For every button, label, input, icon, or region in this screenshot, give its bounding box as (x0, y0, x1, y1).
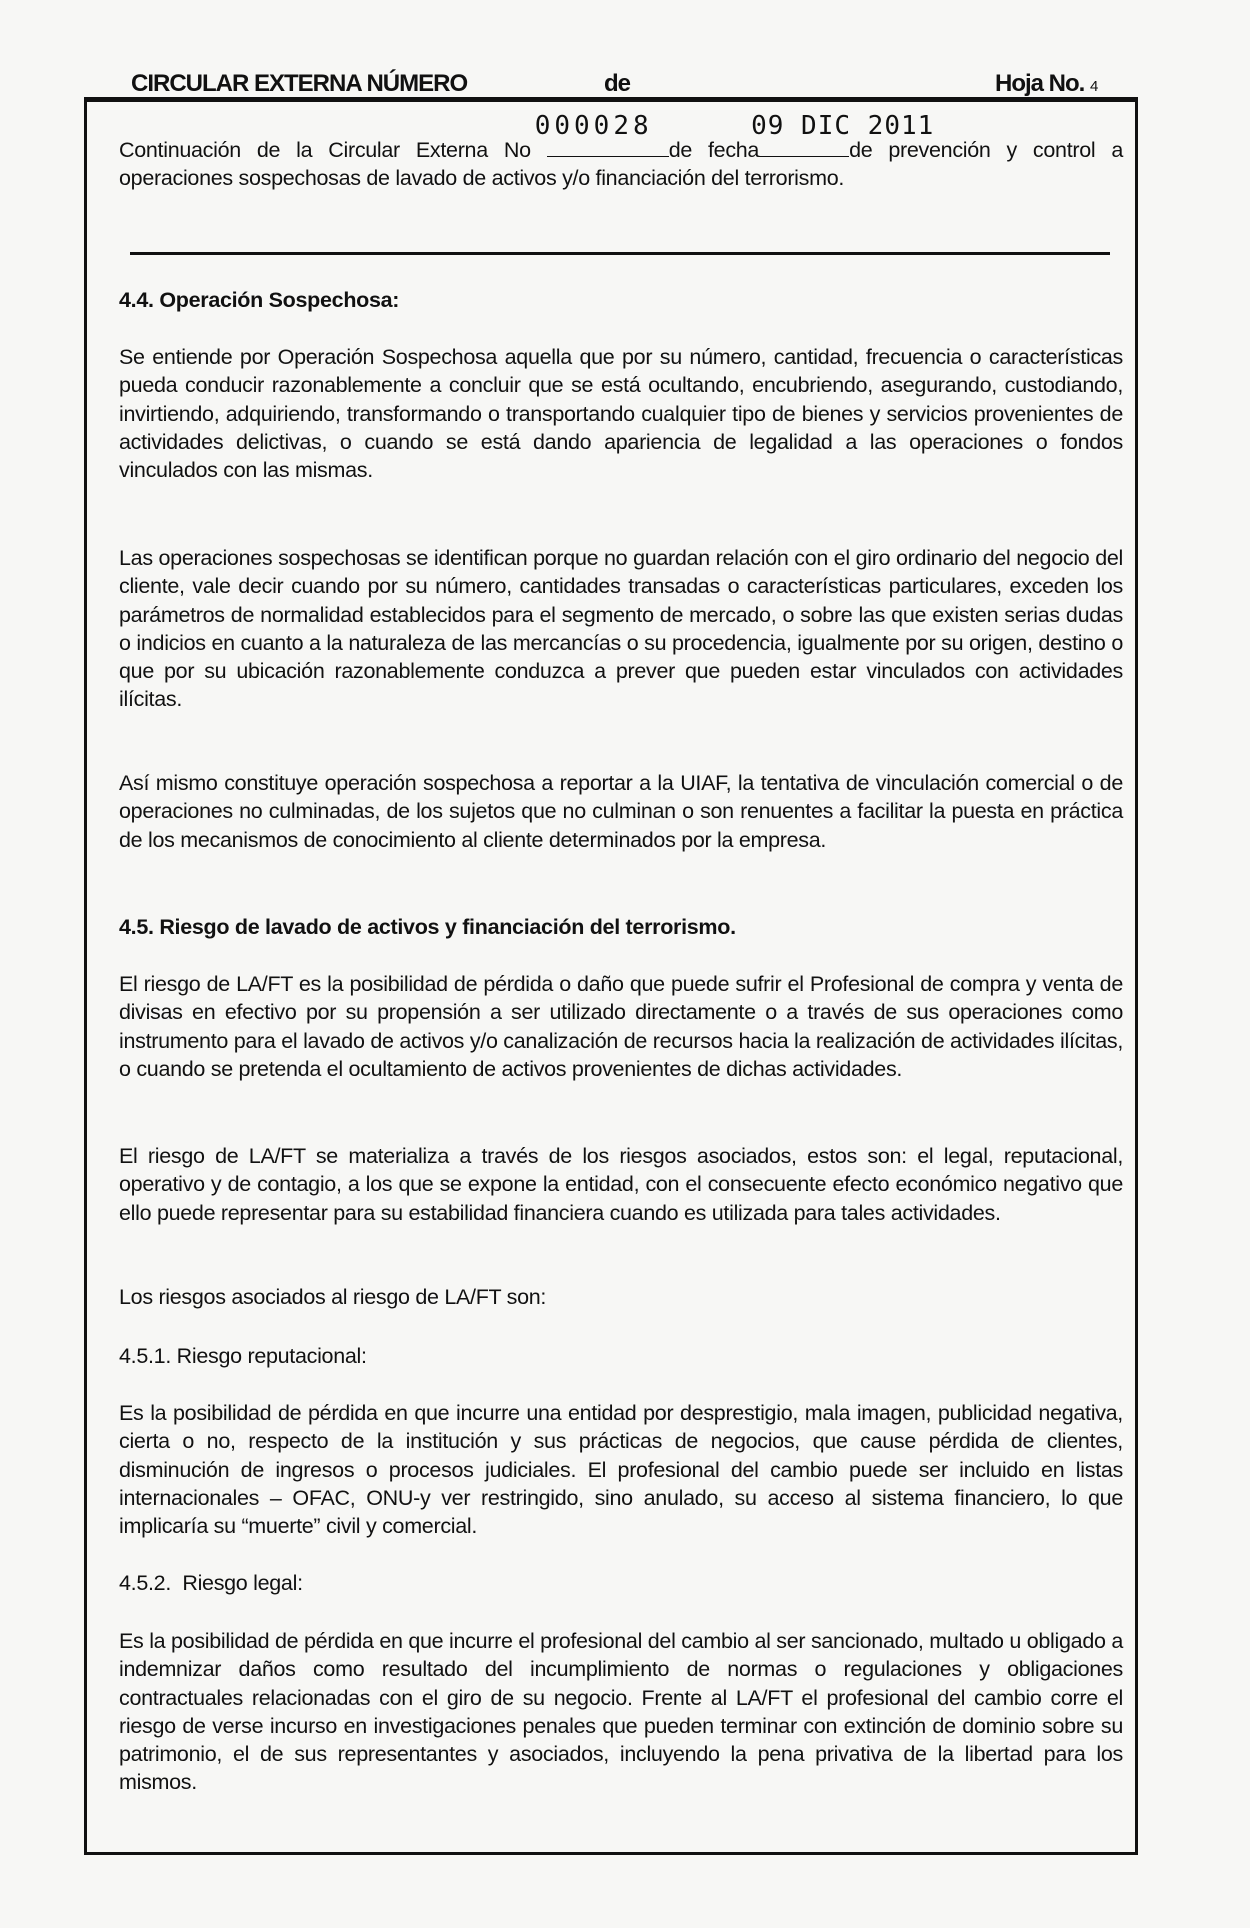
number-stamp: 000028 (534, 111, 653, 141)
header-de: de (604, 70, 631, 97)
paragraph: El riesgo de LA/FT se materializa a través de los riesgos asociados, estos son: el legal, reputacional, operativo y de contagio, a los que se expone la entidad, con el consecuente efecto económico negativo que ello puede representar para su estabilidad financiera cuando es utilizada para tales actividades. (119, 1144, 1123, 1225)
header-page (995, 70, 1097, 98)
page-label: Hoja No. (995, 70, 1085, 97)
number-field (534, 111, 669, 157)
paragraph: Es la posibilidad de pérdida en que incurre una entidad por desprestigio, mala imagen, publicidad negativa, cierta o no, respecto de la institución y sus prácticas de negocios, que cause pérdida de clientes, disminución de ingresos o procesos judiciales. El profesional del cambio puede ser incluido en listas internacionales – OFAC, ONU-y ver restringido, sino anulado, su acceso al sistema financiero, lo que implicaría su “muerte” civil y comercial. (119, 1401, 1123, 1539)
date-field (751, 111, 935, 157)
paragraph: Los riesgos asociados al riesgo de LA/FT son: (119, 1285, 547, 1309)
separator-line (130, 252, 1110, 255)
intro-paragraph (119, 111, 1123, 193)
paragraph: Es la posibilidad de pérdida en que incurre el profesional del cambio al ser sancionado, multado u obligado a indemnizar daños como resultado del incumplimiento de normas o regulaciones y obligaciones contractuales relacionadas con el giro de su negocio. Frente al LA/FT el profesional del cambio corre el riesgo de verse incurso en investigaciones penales que pueden terminar con extinción de dominio sobre su patrimonio, el de sus representantes y asociados, incluyendo la pena privativa de la libertad para los mismos. (119, 1629, 1123, 1795)
heading-4-4: 4.4. Operación Sospechosa: (119, 288, 400, 312)
paragraph: El riesgo de LA/FT es la posibilidad de pérdida o daño que puede sufrir el Profesional de compra y venta de divisas en efectivo por su propensión a ser utilizado directamente o a través de sus operaciones como instrumento para el lavado de activos y/o canalización de recursos hacia la realización de actividades ilícitas, o cuando se pretenda el ocultamiento de activos provenientes de dichas actividades. (119, 972, 1123, 1081)
intro-text-2: de fecha (668, 138, 760, 162)
paragraph: Así mismo constituye operación sospechosa a reportar a la UIAF, la tentativa de vinculación comercial o de operaciones no culminadas, de los sujetos que no culminan o son renuentes a facilitar la puesta en práctica de los mecanismos de conocimiento al cliente determinados por la empresa. (119, 771, 1123, 852)
header-title: CIRCULAR EXTERNA NÚMERO (131, 70, 468, 97)
paragraph: Se entiende por Operación Sospechosa aquella que por su número, cantidad, frecuencia o características pueda conducir razonablemente a concluir que se está ocultando, encubriendo, asegurando, custodiando, invirtiendo, adquiriendo, transformando o transportando cualquier tipo de bienes y servicios provenientes de actividades delictivas, o cuando se está dando apariencia de legalidad a las operaciones o fondos vinculados con las mismas. (119, 345, 1123, 483)
paragraph: Las operaciones sospechosas se identifican porque no guardan relación con el giro ordinario del negocio del cliente, vale decir cuando por su número, cantidades transadas o características particulares, exceden los parámetros de normalidad establecidos para el segmento de mercado, o sobre las que existen serias dudas o indicios en cuanto a la naturaleza de las mercancías o su procedencia, igualmente por su origen, destino o que por su ubicación razonablemente conduzca a prever que pueden estar vinculados con actividades ilícitas. (119, 546, 1123, 712)
intro-text-1: Continuación de la Circular Externa No (119, 138, 531, 162)
subheading-4-5-1: 4.5.1. Riesgo reputacional: (119, 1344, 367, 1368)
date-stamp: 09 DIC 2011 (751, 111, 935, 141)
heading-4-5: 4.5. Riesgo de lavado de activos y financiación del terrorismo. (119, 915, 736, 939)
page-number: 4 (1090, 78, 1098, 95)
intro-text-3: de prevención y control a operaciones sospechosas de lavado de activos y/o financiación del terrorismo. (119, 138, 1123, 191)
subheading-4-5-2: 4.5.2. Riesgo legal: (119, 1571, 303, 1595)
